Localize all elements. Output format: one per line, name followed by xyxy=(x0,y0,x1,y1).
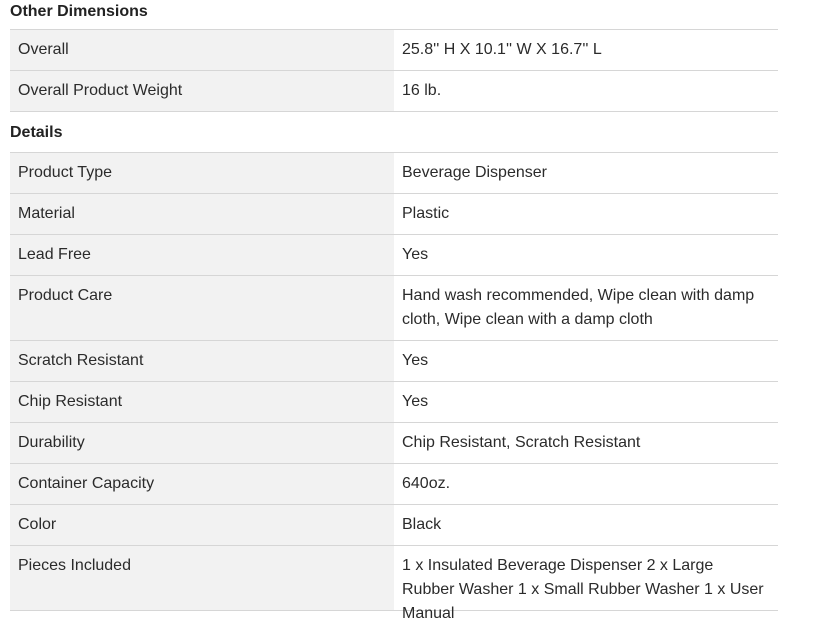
spec-row-color xyxy=(10,505,778,546)
spec-row-pieces-included xyxy=(10,546,778,622)
spec-value: Yes xyxy=(402,393,429,410)
spec-row-container-capacity xyxy=(10,464,778,505)
spec-label: Durability xyxy=(10,423,394,463)
spec-label: Color xyxy=(10,505,394,545)
spec-value: Plastic xyxy=(402,205,450,222)
spec-row-lead-free xyxy=(10,235,778,276)
spec-row-product-type xyxy=(10,153,778,194)
spec-row-overall-product-weight xyxy=(10,71,778,112)
spec-value: 1 x Insulated Beverage Dispenser 2 x Large Rubber Washer 1 x Small Rubber Washer 1 x User Manual xyxy=(402,557,764,622)
spec-row-scratch-resistant xyxy=(10,341,778,382)
spec-label: Lead Free xyxy=(10,235,394,275)
spec-row-chip-resistant xyxy=(10,382,778,423)
spec-label: Scratch Resistant xyxy=(10,341,394,381)
spec-value: Beverage Dispenser xyxy=(402,164,547,181)
spec-value: 16 lb. xyxy=(402,82,442,99)
spec-label: Chip Resistant xyxy=(10,382,394,422)
spec-value: Yes xyxy=(402,246,429,263)
spec-value: 640oz. xyxy=(402,475,451,492)
spec-value: Hand wash recommended, Wipe clean with damp cloth, Wipe clean with a damp cloth xyxy=(402,287,755,328)
spec-value: 25.8'' H X 10.1'' W X 16.7'' L xyxy=(402,41,602,58)
spec-label: Product Care xyxy=(10,276,394,340)
product-specifications xyxy=(10,0,778,622)
spec-value: Yes xyxy=(402,352,429,369)
spec-value: Chip Resistant, Scratch Resistant xyxy=(402,434,641,451)
spec-label: Overall xyxy=(10,30,394,70)
spec-row-material xyxy=(10,194,778,235)
spec-row-product-care xyxy=(10,276,778,341)
spec-label: Container Capacity xyxy=(10,464,394,504)
spec-label: Product Type xyxy=(10,153,394,193)
spec-label: Material xyxy=(10,194,394,234)
section-title-details: Details xyxy=(10,112,778,153)
spec-value: Black xyxy=(402,516,442,533)
spec-row-durability xyxy=(10,423,778,464)
section-title-other-dimensions: Other Dimensions xyxy=(10,0,778,30)
spec-label: Overall Product Weight xyxy=(10,71,394,111)
spec-row-overall xyxy=(10,30,778,71)
spec-label: Pieces Included xyxy=(10,546,394,610)
